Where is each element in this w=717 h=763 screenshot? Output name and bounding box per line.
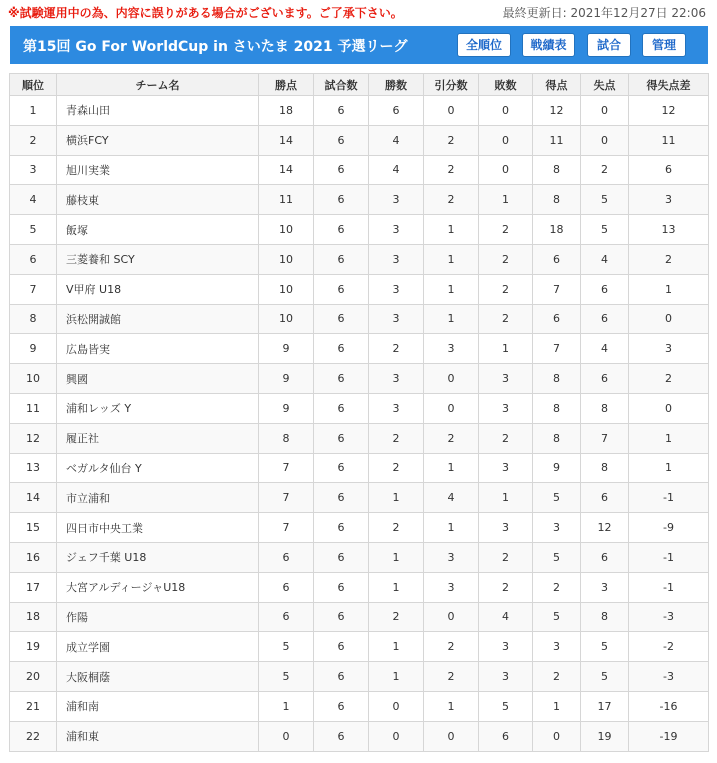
rank-cell: 14 — [10, 483, 57, 513]
played-cell: 6 — [314, 274, 369, 304]
team-name-cell: ジェフ千葉 U18 — [57, 542, 259, 572]
losses-cell: 2 — [479, 542, 533, 572]
matches-button[interactable]: 試合 — [587, 33, 631, 57]
points-cell: 6 — [259, 602, 314, 632]
goals-for-cell: 7 — [533, 274, 581, 304]
rank-cell: 16 — [10, 542, 57, 572]
points-cell: 9 — [259, 364, 314, 394]
goals-for-cell: 6 — [533, 304, 581, 334]
points-cell: 5 — [259, 632, 314, 662]
draws-cell: 1 — [424, 691, 479, 721]
points-cell: 9 — [259, 334, 314, 364]
table-row — [10, 423, 709, 453]
played-cell: 6 — [314, 602, 369, 632]
played-cell: 6 — [314, 155, 369, 185]
wins-cell: 1 — [369, 572, 424, 602]
draws-cell: 1 — [424, 215, 479, 245]
losses-cell: 2 — [479, 572, 533, 602]
column-header-points: 勝点 — [259, 74, 314, 96]
wins-cell: 2 — [369, 602, 424, 632]
rank-cell: 18 — [10, 602, 57, 632]
points-cell: 10 — [259, 304, 314, 334]
points-cell: 7 — [259, 483, 314, 513]
wins-cell: 3 — [369, 244, 424, 274]
played-cell: 6 — [314, 393, 369, 423]
goals-against-cell: 8 — [581, 393, 629, 423]
rank-cell: 12 — [10, 423, 57, 453]
goal-difference-cell: 3 — [629, 185, 709, 215]
goals-for-cell: 5 — [533, 602, 581, 632]
wins-cell: 2 — [369, 423, 424, 453]
page-title: 第15回 Go For WorldCup in さいたま 2021 予選リーグ — [23, 39, 408, 55]
rank-cell: 4 — [10, 185, 57, 215]
points-cell: 5 — [259, 662, 314, 692]
points-cell: 1 — [259, 691, 314, 721]
table-row — [10, 453, 709, 483]
losses-cell: 3 — [479, 632, 533, 662]
losses-cell: 0 — [479, 125, 533, 155]
draws-cell: 1 — [424, 274, 479, 304]
goals-against-cell: 6 — [581, 542, 629, 572]
draws-cell: 2 — [424, 632, 479, 662]
wins-cell: 3 — [369, 274, 424, 304]
team-name-cell: 浦和南 — [57, 691, 259, 721]
losses-cell: 0 — [479, 155, 533, 185]
table-row — [10, 393, 709, 423]
team-name-cell: 旭川実業 — [57, 155, 259, 185]
goals-against-cell: 6 — [581, 483, 629, 513]
goal-difference-cell: 3 — [629, 334, 709, 364]
goals-for-cell: 5 — [533, 542, 581, 572]
played-cell: 6 — [314, 185, 369, 215]
wins-cell: 3 — [369, 304, 424, 334]
rank-cell: 6 — [10, 244, 57, 274]
rank-cell: 13 — [10, 453, 57, 483]
table-header-row — [10, 74, 709, 96]
played-cell: 6 — [314, 721, 369, 751]
goals-for-cell: 0 — [533, 721, 581, 751]
goal-difference-cell: 11 — [629, 125, 709, 155]
table-row — [10, 572, 709, 602]
team-name-cell: 履正社 — [57, 423, 259, 453]
rank-cell: 17 — [10, 572, 57, 602]
draws-cell: 2 — [424, 662, 479, 692]
team-name-cell: 興國 — [57, 364, 259, 394]
rank-cell: 19 — [10, 632, 57, 662]
goal-difference-cell: -1 — [629, 483, 709, 513]
wins-cell: 4 — [369, 155, 424, 185]
goal-difference-cell: 0 — [629, 304, 709, 334]
goal-difference-cell: 1 — [629, 274, 709, 304]
table-row — [10, 244, 709, 274]
rank-cell: 11 — [10, 393, 57, 423]
goals-for-cell: 2 — [533, 572, 581, 602]
losses-cell: 3 — [479, 393, 533, 423]
goal-difference-cell: 6 — [629, 155, 709, 185]
rank-cell: 15 — [10, 513, 57, 543]
points-cell: 18 — [259, 96, 314, 126]
draws-cell: 0 — [424, 96, 479, 126]
goals-for-cell: 18 — [533, 215, 581, 245]
table-row — [10, 691, 709, 721]
wins-cell: 6 — [369, 96, 424, 126]
points-cell: 7 — [259, 513, 314, 543]
goals-for-cell: 12 — [533, 96, 581, 126]
table-row — [10, 304, 709, 334]
played-cell: 6 — [314, 244, 369, 274]
points-cell: 7 — [259, 453, 314, 483]
table-row — [10, 513, 709, 543]
column-header-goal-difference: 得失点差 — [629, 74, 709, 96]
wins-cell: 2 — [369, 513, 424, 543]
draws-cell: 1 — [424, 453, 479, 483]
played-cell: 6 — [314, 215, 369, 245]
losses-cell: 2 — [479, 244, 533, 274]
table-row — [10, 185, 709, 215]
goals-against-cell: 5 — [581, 662, 629, 692]
played-cell: 6 — [314, 304, 369, 334]
table-row — [10, 721, 709, 751]
points-cell: 6 — [259, 542, 314, 572]
goals-for-cell: 2 — [533, 662, 581, 692]
goal-difference-cell: 1 — [629, 423, 709, 453]
column-header-draws: 引分数 — [424, 74, 479, 96]
goals-against-cell: 0 — [581, 96, 629, 126]
admin-button[interactable]: 管理 — [642, 33, 686, 57]
losses-cell: 3 — [479, 453, 533, 483]
goal-difference-cell: -3 — [629, 602, 709, 632]
played-cell: 6 — [314, 572, 369, 602]
points-cell: 10 — [259, 215, 314, 245]
losses-cell: 0 — [479, 96, 533, 126]
wins-cell: 1 — [369, 542, 424, 572]
team-name-cell: 大宮アルディージャU18 — [57, 572, 259, 602]
table-row — [10, 155, 709, 185]
draws-cell: 1 — [424, 244, 479, 274]
losses-cell: 2 — [479, 215, 533, 245]
table-row — [10, 542, 709, 572]
draws-cell: 0 — [424, 393, 479, 423]
rank-cell: 7 — [10, 274, 57, 304]
goals-for-cell: 8 — [533, 364, 581, 394]
table-row — [10, 632, 709, 662]
goals-for-cell: 6 — [533, 244, 581, 274]
losses-cell: 2 — [479, 274, 533, 304]
points-cell: 0 — [259, 721, 314, 751]
team-name-cell: 浦和レッズ Y — [57, 393, 259, 423]
points-cell: 9 — [259, 393, 314, 423]
goal-difference-cell: -16 — [629, 691, 709, 721]
draws-cell: 4 — [424, 483, 479, 513]
goals-for-cell: 8 — [533, 185, 581, 215]
goals-against-cell: 6 — [581, 364, 629, 394]
goals-against-cell: 4 — [581, 244, 629, 274]
losses-cell: 5 — [479, 691, 533, 721]
rank-cell: 8 — [10, 304, 57, 334]
team-name-cell: 成立学園 — [57, 632, 259, 662]
goals-for-cell: 8 — [533, 393, 581, 423]
goals-against-cell: 8 — [581, 453, 629, 483]
all-rankings-button[interactable]: 全順位 — [457, 33, 511, 57]
last-updated-text: 最終更新日: 2021年12月27日 22:06 — [502, 6, 706, 20]
team-name-cell: 三菱養和 SCY — [57, 244, 259, 274]
wins-cell: 3 — [369, 185, 424, 215]
column-header-goals-against: 失点 — [581, 74, 629, 96]
goals-against-cell: 7 — [581, 423, 629, 453]
wins-cell: 0 — [369, 721, 424, 751]
played-cell: 6 — [314, 662, 369, 692]
goals-against-cell: 3 — [581, 572, 629, 602]
team-name-cell: 飯塚 — [57, 215, 259, 245]
draws-cell: 3 — [424, 334, 479, 364]
losses-cell: 4 — [479, 602, 533, 632]
rank-cell: 22 — [10, 721, 57, 751]
played-cell: 6 — [314, 691, 369, 721]
draws-cell: 0 — [424, 721, 479, 751]
goals-against-cell: 19 — [581, 721, 629, 751]
goal-difference-cell: -3 — [629, 662, 709, 692]
top-bar — [0, 0, 717, 26]
goal-difference-cell: -1 — [629, 542, 709, 572]
team-name-cell: 作陽 — [57, 602, 259, 632]
points-cell: 6 — [259, 572, 314, 602]
wins-cell: 2 — [369, 334, 424, 364]
goals-for-cell: 8 — [533, 155, 581, 185]
draws-cell: 3 — [424, 572, 479, 602]
points-cell: 14 — [259, 125, 314, 155]
goal-difference-cell: 2 — [629, 364, 709, 394]
column-header-goals-for: 得点 — [533, 74, 581, 96]
rank-cell: 20 — [10, 662, 57, 692]
goals-for-cell: 3 — [533, 513, 581, 543]
team-name-cell: 広島皆実 — [57, 334, 259, 364]
team-name-cell: 藤枝東 — [57, 185, 259, 215]
played-cell: 6 — [314, 453, 369, 483]
goals-against-cell: 0 — [581, 125, 629, 155]
losses-cell: 3 — [479, 364, 533, 394]
goals-for-cell: 3 — [533, 632, 581, 662]
points-cell: 14 — [259, 155, 314, 185]
goal-difference-cell: -19 — [629, 721, 709, 751]
team-name-cell: ベガルタ仙台 Y — [57, 453, 259, 483]
standings-body — [10, 96, 709, 752]
wins-cell: 3 — [369, 364, 424, 394]
played-cell: 6 — [314, 423, 369, 453]
goal-difference-cell: -1 — [629, 572, 709, 602]
goals-against-cell: 17 — [581, 691, 629, 721]
table-row — [10, 215, 709, 245]
goals-against-cell: 5 — [581, 185, 629, 215]
played-cell: 6 — [314, 334, 369, 364]
table-row — [10, 364, 709, 394]
wins-cell: 2 — [369, 453, 424, 483]
title-bar — [10, 26, 708, 64]
points-cell: 10 — [259, 244, 314, 274]
draws-cell: 2 — [424, 423, 479, 453]
goal-difference-cell: 1 — [629, 453, 709, 483]
draws-cell: 2 — [424, 155, 479, 185]
table-row — [10, 334, 709, 364]
losses-cell: 3 — [479, 513, 533, 543]
losses-cell: 2 — [479, 423, 533, 453]
points-cell: 11 — [259, 185, 314, 215]
losses-cell: 2 — [479, 304, 533, 334]
rank-cell: 9 — [10, 334, 57, 364]
draws-cell: 1 — [424, 304, 479, 334]
goals-for-cell: 7 — [533, 334, 581, 364]
team-name-cell: 大阪桐蔭 — [57, 662, 259, 692]
wins-cell: 1 — [369, 662, 424, 692]
table-row — [10, 96, 709, 126]
goals-for-cell: 1 — [533, 691, 581, 721]
played-cell: 6 — [314, 542, 369, 572]
team-name-cell: 四日市中央工業 — [57, 513, 259, 543]
team-name-cell: V甲府 U18 — [57, 274, 259, 304]
goals-against-cell: 12 — [581, 513, 629, 543]
wins-cell: 3 — [369, 393, 424, 423]
goal-difference-cell: 2 — [629, 244, 709, 274]
trial-notice: ※試験運用中の為、内容に誤りがある場合がございます。ご了承下さい。 — [8, 6, 403, 20]
goal-difference-cell: 0 — [629, 393, 709, 423]
goals-against-cell: 6 — [581, 274, 629, 304]
goal-difference-cell: 12 — [629, 96, 709, 126]
results-table-button[interactable]: 戦績表 — [522, 33, 575, 57]
rank-cell: 2 — [10, 125, 57, 155]
column-header-played: 試合数 — [314, 74, 369, 96]
draws-cell: 0 — [424, 602, 479, 632]
goals-for-cell: 9 — [533, 453, 581, 483]
wins-cell: 1 — [369, 483, 424, 513]
goals-against-cell: 5 — [581, 215, 629, 245]
rank-cell: 5 — [10, 215, 57, 245]
losses-cell: 6 — [479, 721, 533, 751]
draws-cell: 1 — [424, 513, 479, 543]
played-cell: 6 — [314, 483, 369, 513]
standings-table — [9, 73, 709, 752]
rank-cell: 10 — [10, 364, 57, 394]
draws-cell: 0 — [424, 364, 479, 394]
table-row — [10, 602, 709, 632]
played-cell: 6 — [314, 513, 369, 543]
team-name-cell: 横浜FCY — [57, 125, 259, 155]
wins-cell: 3 — [369, 215, 424, 245]
rank-cell: 3 — [10, 155, 57, 185]
goal-difference-cell: -9 — [629, 513, 709, 543]
goals-for-cell: 8 — [533, 423, 581, 453]
column-header-wins: 勝数 — [369, 74, 424, 96]
goals-for-cell: 11 — [533, 125, 581, 155]
draws-cell: 2 — [424, 185, 479, 215]
played-cell: 6 — [314, 364, 369, 394]
team-name-cell: 浦和東 — [57, 721, 259, 751]
draws-cell: 2 — [424, 125, 479, 155]
column-header-rank: 順位 — [10, 74, 57, 96]
goals-against-cell: 2 — [581, 155, 629, 185]
wins-cell: 1 — [369, 632, 424, 662]
losses-cell: 3 — [479, 662, 533, 692]
rank-cell: 21 — [10, 691, 57, 721]
goals-against-cell: 5 — [581, 632, 629, 662]
wins-cell: 4 — [369, 125, 424, 155]
table-row — [10, 662, 709, 692]
goals-against-cell: 4 — [581, 334, 629, 364]
draws-cell: 3 — [424, 542, 479, 572]
played-cell: 6 — [314, 96, 369, 126]
team-name-cell: 市立浦和 — [57, 483, 259, 513]
losses-cell: 1 — [479, 185, 533, 215]
played-cell: 6 — [314, 125, 369, 155]
team-name-cell: 青森山田 — [57, 96, 259, 126]
table-row — [10, 274, 709, 304]
column-header-team: チーム名 — [57, 74, 259, 96]
losses-cell: 1 — [479, 483, 533, 513]
goals-against-cell: 6 — [581, 304, 629, 334]
table-row — [10, 125, 709, 155]
played-cell: 6 — [314, 632, 369, 662]
goals-against-cell: 8 — [581, 602, 629, 632]
goal-difference-cell: 13 — [629, 215, 709, 245]
rank-cell: 1 — [10, 96, 57, 126]
goal-difference-cell: -2 — [629, 632, 709, 662]
losses-cell: 1 — [479, 334, 533, 364]
points-cell: 8 — [259, 423, 314, 453]
goals-for-cell: 5 — [533, 483, 581, 513]
team-name-cell: 浜松開誠館 — [57, 304, 259, 334]
points-cell: 10 — [259, 274, 314, 304]
table-row — [10, 483, 709, 513]
column-header-losses: 敗数 — [479, 74, 533, 96]
wins-cell: 0 — [369, 691, 424, 721]
